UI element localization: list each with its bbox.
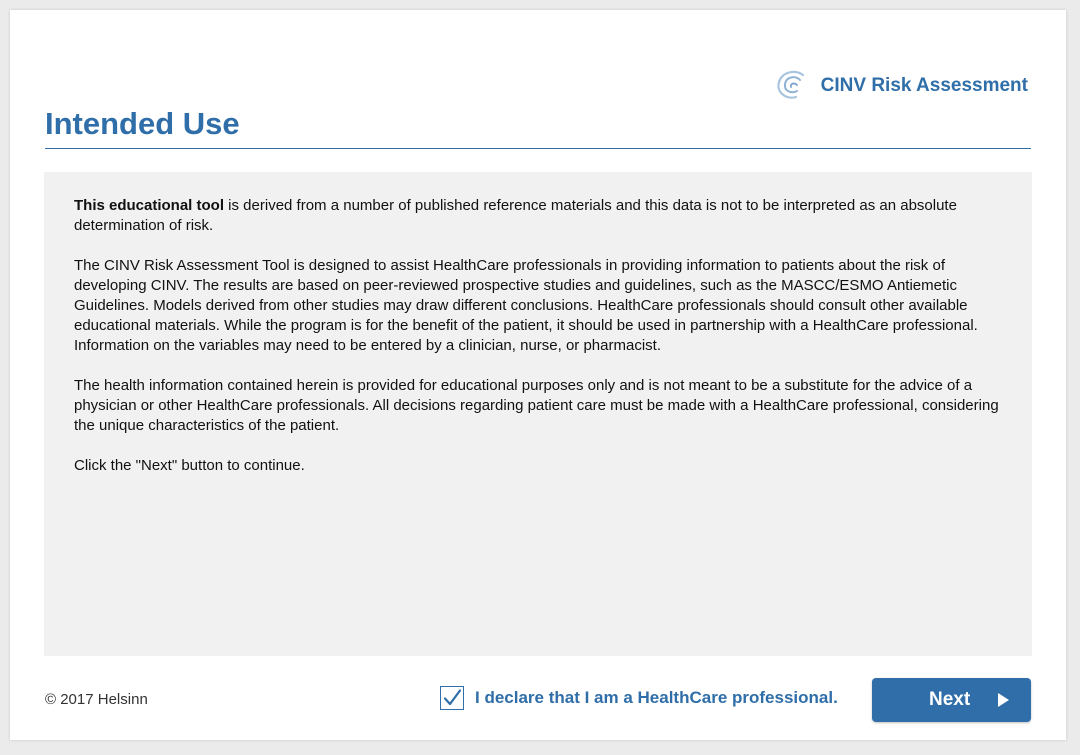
- paragraph-1-lead: This educational tool: [74, 197, 225, 214]
- copyright: © 2017 Helsinn: [45, 691, 148, 708]
- page-title: Intended Use: [45, 106, 240, 141]
- title-divider: [45, 148, 1031, 149]
- declaration-checkbox-row[interactable]: [440, 686, 838, 710]
- content-panel: [44, 172, 1032, 656]
- paragraph-3: The health information contained herein is provided for educational purposes only and is not meant to be a substitute for the advice of a physician or other HealthCare professionals. All decisions regarding patient care must be made with a HealthCare professional, considering the unique characteristics of the patient.: [74, 377, 999, 434]
- intended-use-text: [44, 172, 1032, 476]
- next-button[interactable]: [872, 678, 1031, 722]
- next-button-label: Next: [929, 689, 971, 710]
- brand-name: CINV Risk Assessment: [820, 75, 1028, 96]
- declaration-checkbox[interactable]: [440, 686, 464, 710]
- paragraph-1-rest: is derived from a number of published reference materials and this data is not to be interpreted as an absolute determination of risk.: [74, 197, 957, 234]
- brand: [773, 66, 1028, 106]
- play-arrow-icon: [998, 693, 1009, 707]
- checkmark-icon: [441, 687, 463, 709]
- app-frame: [10, 10, 1066, 740]
- paragraph-1: [74, 196, 1002, 236]
- declaration-label: I declare that I am a HealthCare professional.: [475, 688, 838, 707]
- paragraph-2: The CINV Risk Assessment Tool is designed to assist HealthCare professionals in providing information to patients about the risk of developing CINV. The results are based on peer-reviewed prospective studies and guidelines, such as the MASCC/ESMO Antiemetic Guidelines. Models derived from other studies may draw different conclusions. HealthCare professionals should consult other available educational materials. While the program is for the benefit of the patient, it should be used in partnership with a HealthCare professional. Information on the variables may need to be entered by a clinician, nurse, or pharmacist.: [74, 257, 978, 354]
- paragraph-4: Click the "Next" button to continue.: [74, 457, 305, 474]
- swirl-logo-icon: [773, 66, 813, 106]
